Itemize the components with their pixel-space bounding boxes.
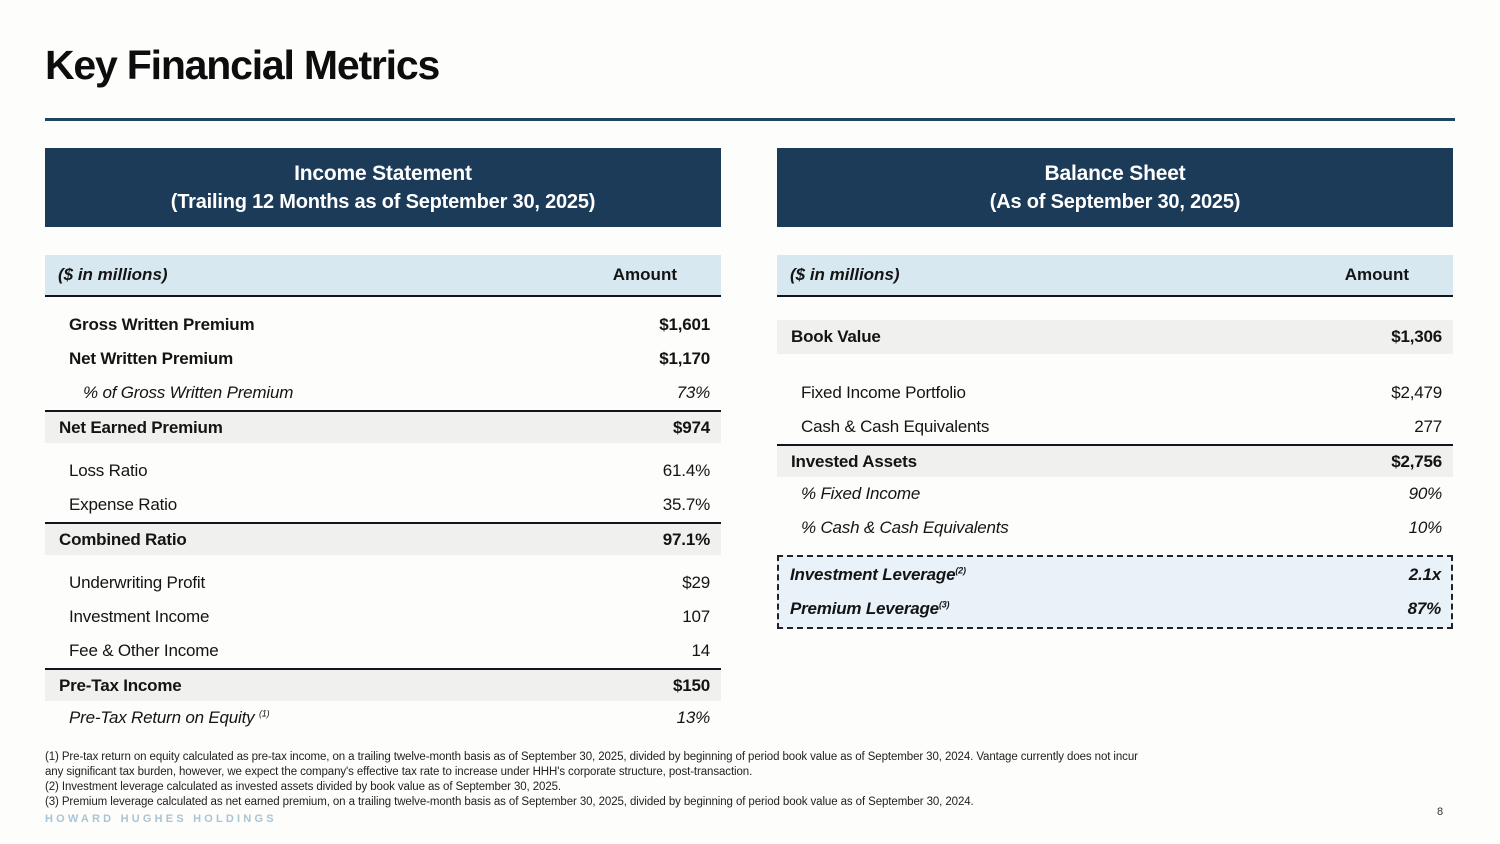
table-row — [45, 410, 721, 443]
row-value: $1,306 — [1391, 327, 1442, 346]
row-label: % Fixed Income — [801, 484, 921, 503]
row-label: Gross Written Premium — [69, 315, 255, 334]
row-value: 277 — [1414, 417, 1442, 436]
row-value: $2,479 — [1391, 383, 1442, 402]
table-row — [45, 342, 721, 376]
leverage-callout-box — [777, 555, 1453, 629]
table-row — [777, 376, 1453, 410]
row-value: $974 — [672, 417, 710, 437]
table-row — [779, 592, 1451, 626]
table-row — [45, 634, 721, 668]
table-row — [45, 308, 721, 342]
balance-table-title: Balance Sheet — [1044, 161, 1186, 185]
balance-column-header-amount: Amount — [1344, 265, 1409, 284]
row-value: 97.1% — [662, 529, 710, 549]
table-row — [777, 320, 1453, 354]
income-table-title: Income Statement — [294, 161, 472, 185]
page-title: Key Financial Metrics — [45, 42, 440, 88]
table-row — [45, 522, 721, 555]
table-row — [777, 410, 1453, 444]
table-row — [779, 558, 1451, 592]
table-row — [45, 488, 721, 522]
balance-column-header-row — [777, 255, 1453, 297]
row-label: % of Gross Written Premium — [83, 383, 294, 402]
row-label: Underwriting Profit — [69, 573, 206, 592]
row-value: $29 — [682, 573, 710, 592]
table-row — [45, 376, 721, 410]
footnote-line: (1) Pre-tax return on equity calculated as pre-tax income, on a trailing twelve-month basis as of September 30, 2025, divided by beginning of period book value as of September 30, 2024. Vantage currently does not incur — [45, 751, 1138, 763]
row-value: 14 — [691, 641, 710, 660]
row-label: Investment Leverage$^{(2)}$ — [790, 565, 966, 584]
row-label: Pre-Tax Return on Equity $^{(1)}$ — [69, 708, 270, 727]
table-row — [777, 477, 1453, 511]
row-label: Combined Ratio — [59, 529, 187, 549]
footnote-marker: (2) — [955, 565, 966, 576]
table-row — [45, 600, 721, 634]
row-label: Cash & Cash Equivalents — [801, 417, 990, 436]
balance-sheet-header — [777, 148, 1453, 227]
footer-brand: HOWARD HUGHES HOLDINGS — [45, 813, 277, 825]
row-value: 13% — [676, 708, 710, 727]
table-row — [45, 454, 721, 488]
row-label: % Cash & Cash Equivalents — [801, 518, 1009, 537]
footnote-line: (2) Investment leverage calculated as invested assets divided by book value as of September 30, 2025. — [45, 781, 562, 793]
row-label: Book Value — [791, 327, 881, 346]
row-label: Pre-Tax Income — [59, 675, 182, 695]
footnote-marker: (3) — [938, 599, 950, 610]
footnotes — [45, 750, 1345, 810]
row-label: Fee & Other Income — [69, 641, 219, 660]
footnote-marker: (1) — [258, 708, 270, 719]
table-row — [777, 444, 1453, 477]
table-row — [45, 668, 721, 701]
balance-column-header-label: ($ in millions) — [790, 265, 900, 284]
row-label: Net Earned Premium — [59, 417, 223, 437]
row-label: Invested Assets — [791, 451, 917, 471]
row-value: 107 — [682, 607, 710, 626]
row-value: 90% — [1408, 484, 1442, 503]
balance-table-body — [777, 320, 1453, 545]
row-label: Net Written Premium — [69, 349, 234, 368]
row-label: Fixed Income Portfolio — [801, 383, 966, 402]
table-row — [45, 701, 721, 735]
table-row — [45, 566, 721, 600]
row-value: 61.4% — [662, 461, 710, 480]
income-column-header-amount: Amount — [612, 265, 677, 284]
row-value: 73% — [676, 383, 710, 402]
footnote-line: any significant tax burden, however, we expect the company's effective tax rate to increase under HHH's corporate structure, post-transaction. — [45, 766, 753, 778]
row-label: Expense Ratio — [69, 495, 177, 514]
balance-table-subtitle: (As of September 30, 2025) — [989, 190, 1241, 213]
income-table-subtitle: (Trailing 12 Months as of September 30, 2025) — [170, 190, 596, 213]
row-label: Premium Leverage$^{(3)}$ — [790, 599, 950, 618]
row-value: $2,756 — [1391, 451, 1442, 471]
income-column-header-label: ($ in millions) — [58, 265, 168, 284]
income-column-header-row — [45, 255, 721, 297]
table-row — [777, 511, 1453, 545]
title-divider — [45, 118, 1455, 121]
row-value: $1,170 — [659, 349, 710, 368]
footnote-line: (3) Premium leverage calculated as net earned premium, on a trailing twelve-month basis as of September 30, 2025, divided by beginning of period book value as of September 30, 2024. — [45, 796, 974, 808]
income-table-body — [45, 297, 721, 735]
row-label: Loss Ratio — [69, 461, 148, 480]
row-label: Investment Income — [69, 607, 210, 626]
balance-sheet-table — [777, 148, 1453, 629]
row-value: 2.1x — [1408, 565, 1441, 584]
row-value: $1,601 — [659, 315, 710, 334]
income-statement-header — [45, 148, 721, 227]
row-value: 35.7% — [662, 495, 710, 514]
row-value: 10% — [1408, 518, 1442, 537]
page-number: 8 — [1436, 806, 1444, 818]
row-value: $150 — [672, 675, 710, 695]
row-value: 87% — [1407, 599, 1441, 618]
income-statement-table — [45, 148, 721, 735]
